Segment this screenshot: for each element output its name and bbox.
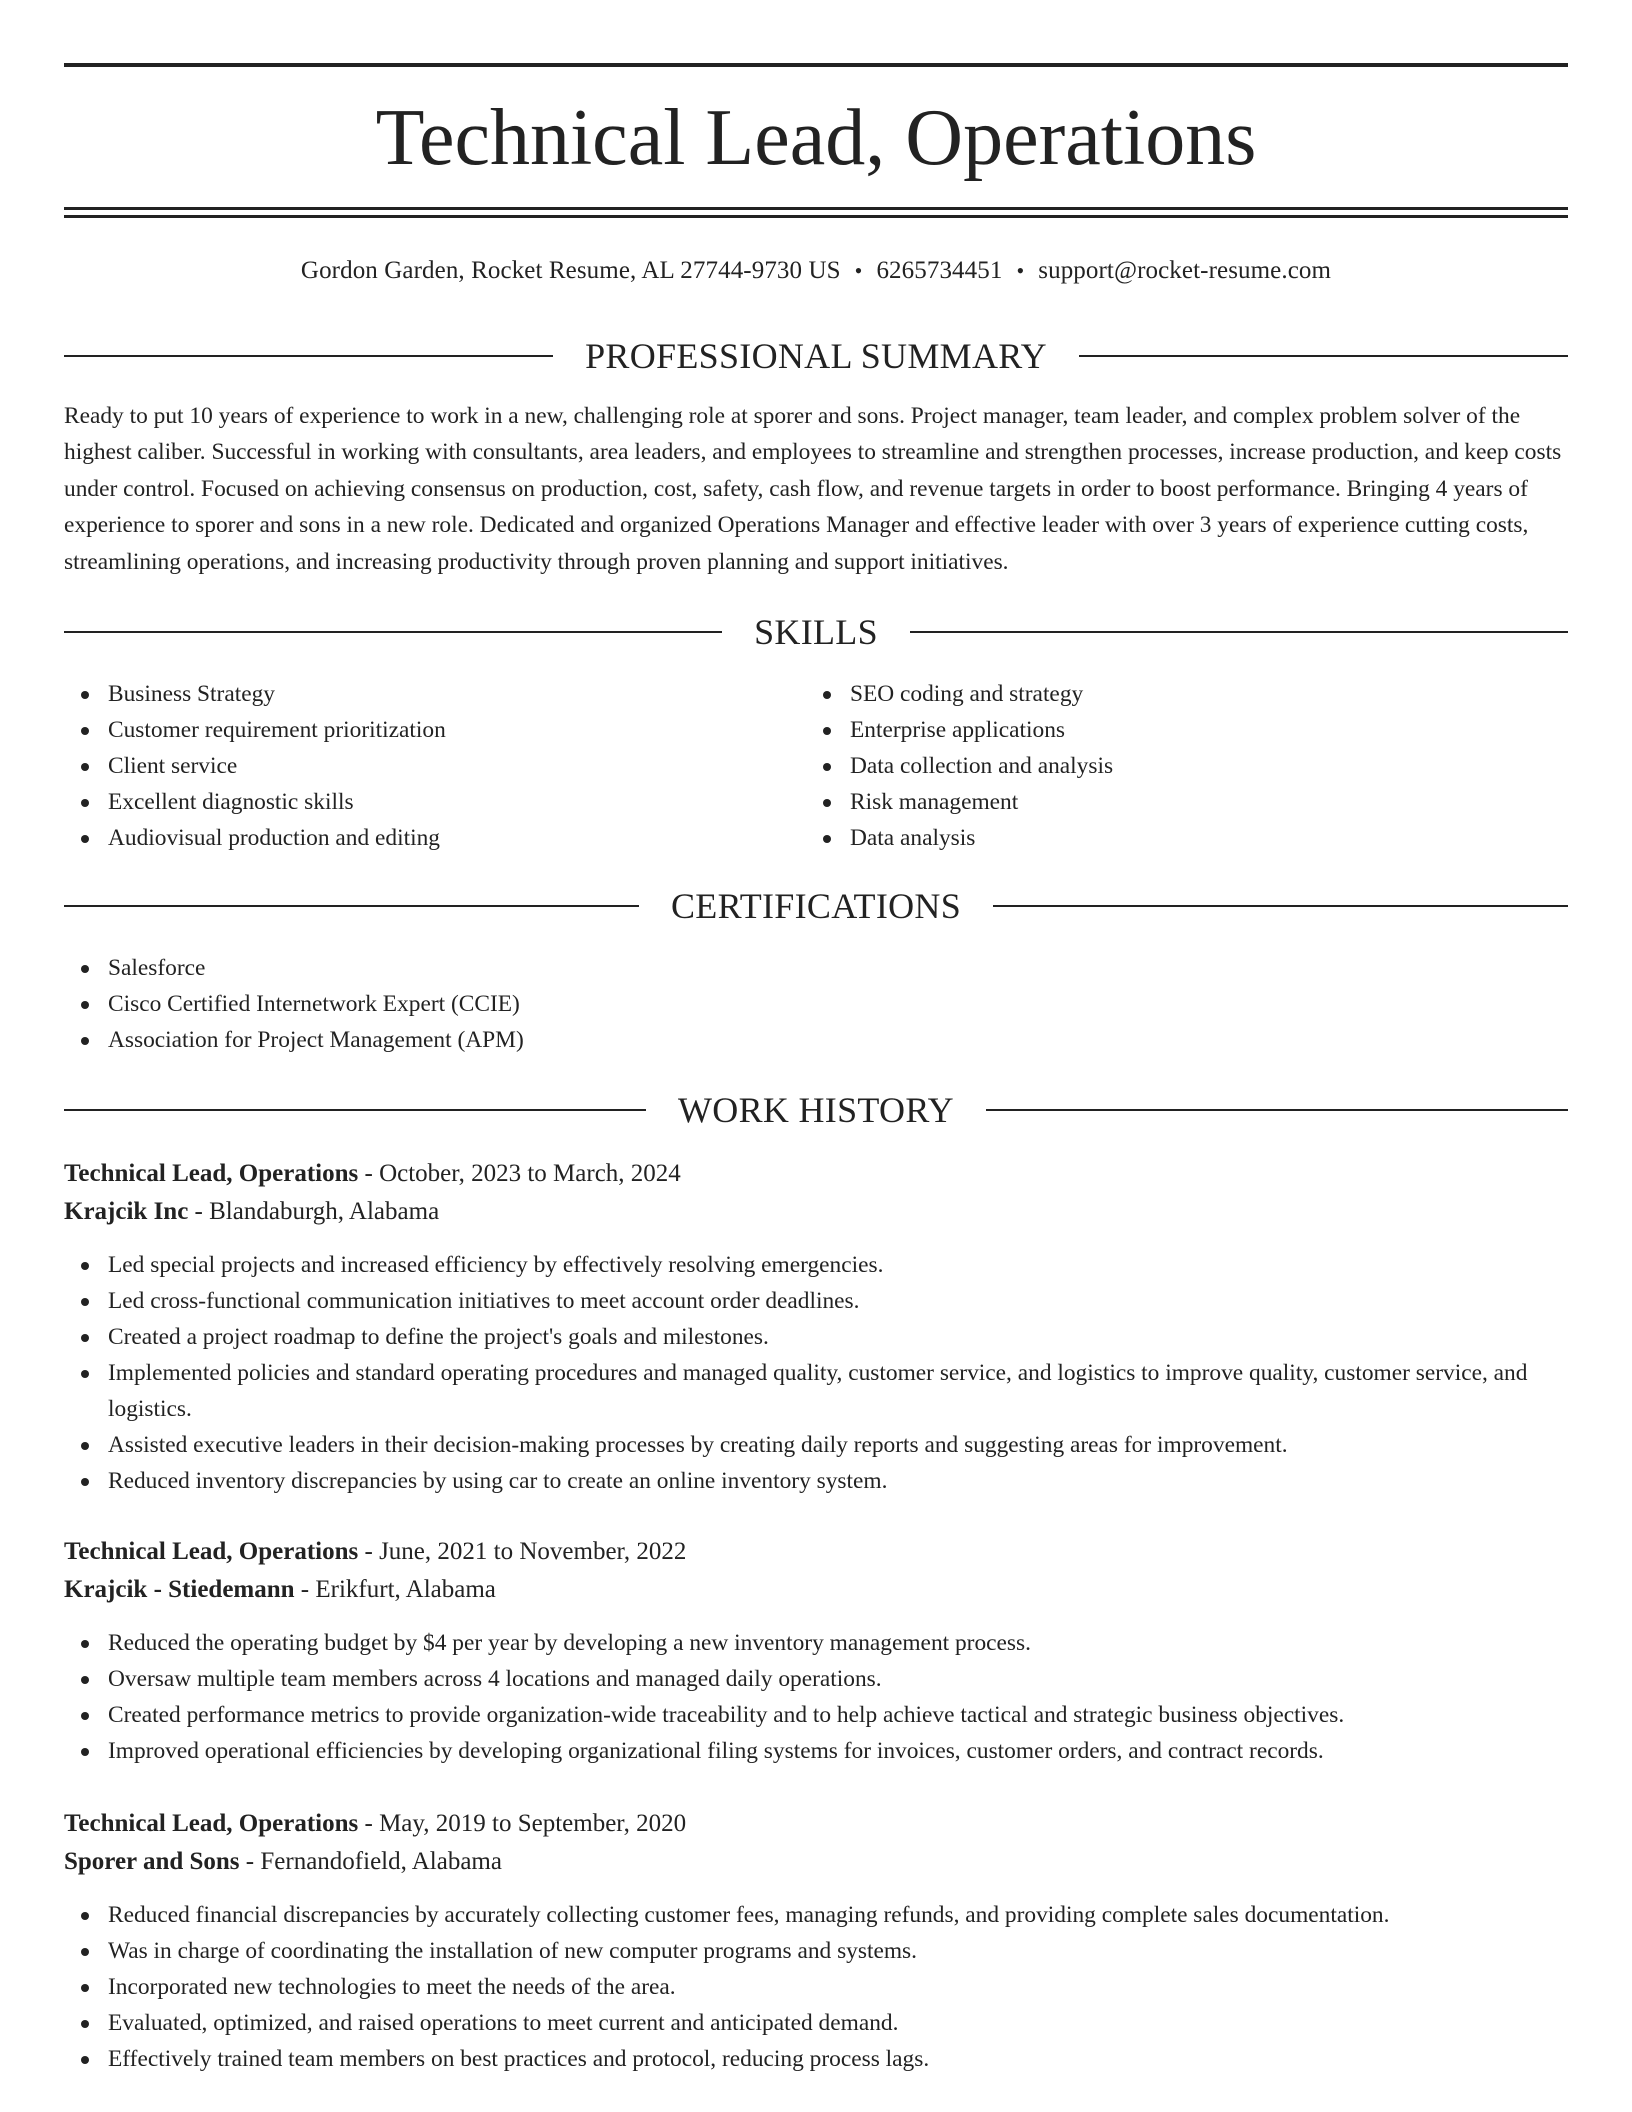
certification-item: Association for Project Management (APM)	[64, 1022, 524, 1058]
job-title: Technical Lead, Operations	[64, 1538, 359, 1565]
certifications-list	[64, 950, 524, 1058]
job-bullet: Effectively trained team members on best practices and protocol, reducing process lags.	[64, 2041, 1568, 2077]
job-bullets	[64, 1625, 1568, 1769]
skill-item: Customer requirement prioritization	[64, 712, 446, 748]
certifications-heading	[64, 884, 1568, 928]
work-history-heading	[64, 1088, 1568, 1132]
job-bullets	[64, 1897, 1568, 2077]
dash: -	[294, 1576, 316, 1603]
job-bullet: Created a project roadmap to define the project's goals and milestones.	[64, 1319, 1568, 1355]
job-bullet: Was in charge of coordinating the installation of new computer programs and systems.	[64, 1933, 1568, 1969]
job-company: Sporer and Sons	[64, 1848, 240, 1875]
skill-item: Business Strategy	[64, 676, 446, 712]
title-double-rule	[64, 207, 1568, 218]
contact-separator: •	[854, 258, 863, 283]
dash: -	[239, 1848, 261, 1875]
job-dates: October, 2023 to March, 2024	[379, 1160, 681, 1187]
skill-item: Data analysis	[806, 820, 1113, 856]
summary-text: Ready to put 10 years of experience to work in a new, challenging role at sporer and sons. Project manager, team leader, and complex problem solver of the highest caliber. Successful in working with consultants, area leaders, and employees to streamline and strengthen processes, increase production, and keep costs under control. Focused on achieving consensus on production, cost, safety, cash flow, and revenue targets in order to boost performance. Bringing 4 years of experience to sporer and sons in a new role. Dedicated and organized Operations Manager and effective leader with over 3 years of experience cutting costs, streamlining operations, and increasing productivity through proven planning and support initiatives.	[64, 403, 1562, 575]
job-company-line	[64, 1193, 1568, 1231]
job-bullet: Led cross-functional communication initiatives to meet account order deadlines.	[64, 1283, 1568, 1319]
job-title-line	[64, 1805, 1568, 1843]
heading-rule-right	[993, 905, 1568, 907]
job-location: Blandaburgh, Alabama	[209, 1198, 440, 1225]
job-bullet: Improved operational efficiencies by developing organizational filing systems for invoices, customer orders, and contract records.	[64, 1733, 1568, 1769]
skill-item: Risk management	[806, 784, 1113, 820]
skill-item: SEO coding and strategy	[806, 676, 1113, 712]
resume-title: Technical Lead, Operations	[375, 94, 1257, 182]
contact-separator: •	[1016, 258, 1025, 283]
job-dates: June, 2021 to November, 2022	[379, 1538, 687, 1565]
job-title: Technical Lead, Operations	[64, 1810, 359, 1837]
skill-item: Excellent diagnostic skills	[64, 784, 446, 820]
job-company-line	[64, 1843, 1568, 1881]
contact-address: Gordon Garden, Rocket Resume, AL 27744-9730 US	[300, 257, 841, 284]
certification-item: Salesforce	[64, 950, 524, 986]
section-label: PROFESSIONAL SUMMARY	[585, 336, 1047, 376]
job-title-line	[64, 1533, 1568, 1571]
skills-heading	[64, 610, 1568, 654]
job-company: Krajcik Inc	[64, 1198, 189, 1225]
job-entry	[64, 1155, 1568, 1499]
certification-item: Cisco Certified Internetwork Expert (CCIE)	[64, 986, 524, 1022]
dash: -	[358, 1538, 380, 1565]
dash: -	[358, 1810, 380, 1837]
skill-item: Data collection and analysis	[806, 748, 1113, 784]
job-bullet: Created performance metrics to provide organization-wide traceability and to help achieve tactical and strategic business objectives.	[64, 1697, 1568, 1733]
job-bullets	[64, 1247, 1568, 1499]
skills-list-left	[64, 676, 446, 856]
job-dates: May, 2019 to September, 2020	[379, 1810, 687, 1837]
job-entry	[64, 1805, 1568, 2077]
heading-rule-left	[64, 1109, 646, 1111]
job-location: Fernandofield, Alabama	[260, 1848, 502, 1875]
job-location: Erikfurt, Alabama	[315, 1576, 496, 1603]
job-title-line	[64, 1155, 1568, 1193]
job-title: Technical Lead, Operations	[64, 1160, 359, 1187]
heading-rule-left	[64, 905, 639, 907]
heading-rule-right	[1079, 355, 1568, 357]
job-company: Krajcik - Stiedemann	[64, 1576, 295, 1603]
job-bullet: Assisted executive leaders in their decision-making processes by creating daily reports and suggesting areas for improvement.	[64, 1427, 1568, 1463]
heading-rule-right	[910, 631, 1568, 633]
job-bullet: Incorporated new technologies to meet the needs of the area.	[64, 1969, 1568, 2005]
job-company-line	[64, 1571, 1568, 1609]
dash: -	[358, 1160, 380, 1187]
section-label: CERTIFICATIONS	[670, 886, 962, 926]
heading-rule-right	[986, 1109, 1568, 1111]
skills-list-right	[806, 676, 1113, 856]
summary-heading	[64, 334, 1568, 378]
contact-email[interactable]: support@rocket-resume.com	[1038, 257, 1332, 284]
job-bullet: Oversaw multiple team members across 4 locations and managed daily operations.	[64, 1661, 1568, 1697]
section-label: SKILLS	[754, 612, 878, 652]
job-bullet: Reduced financial discrepancies by accurately collecting customer fees, managing refunds, and providing complete sales documentation.	[64, 1897, 1568, 1933]
job-bullet: Implemented policies and standard operating procedures and managed quality, customer service, and logistics to improve quality, customer service, and logistics.	[64, 1355, 1568, 1427]
heading-rule-left	[64, 355, 553, 357]
skill-item: Client service	[64, 748, 446, 784]
contact-line	[64, 254, 1568, 288]
job-bullet: Led special projects and increased efficiency by effectively resolving emergencies.	[64, 1247, 1568, 1283]
job-bullet: Evaluated, optimized, and raised operations to meet current and anticipated demand.	[64, 2005, 1568, 2041]
skill-item: Audiovisual production and editing	[64, 820, 446, 856]
job-bullet: Reduced inventory discrepancies by using car to create an online inventory system.	[64, 1463, 1568, 1499]
top-rule	[64, 63, 1568, 67]
heading-rule-left	[64, 631, 722, 633]
contact-phone: 6265734451	[876, 257, 1003, 284]
skill-item: Enterprise applications	[806, 712, 1113, 748]
job-entry	[64, 1533, 1568, 1769]
section-label: WORK HISTORY	[678, 1090, 954, 1130]
dash: -	[188, 1198, 210, 1225]
job-bullet: Reduced the operating budget by $4 per year by developing a new inventory management process.	[64, 1625, 1568, 1661]
